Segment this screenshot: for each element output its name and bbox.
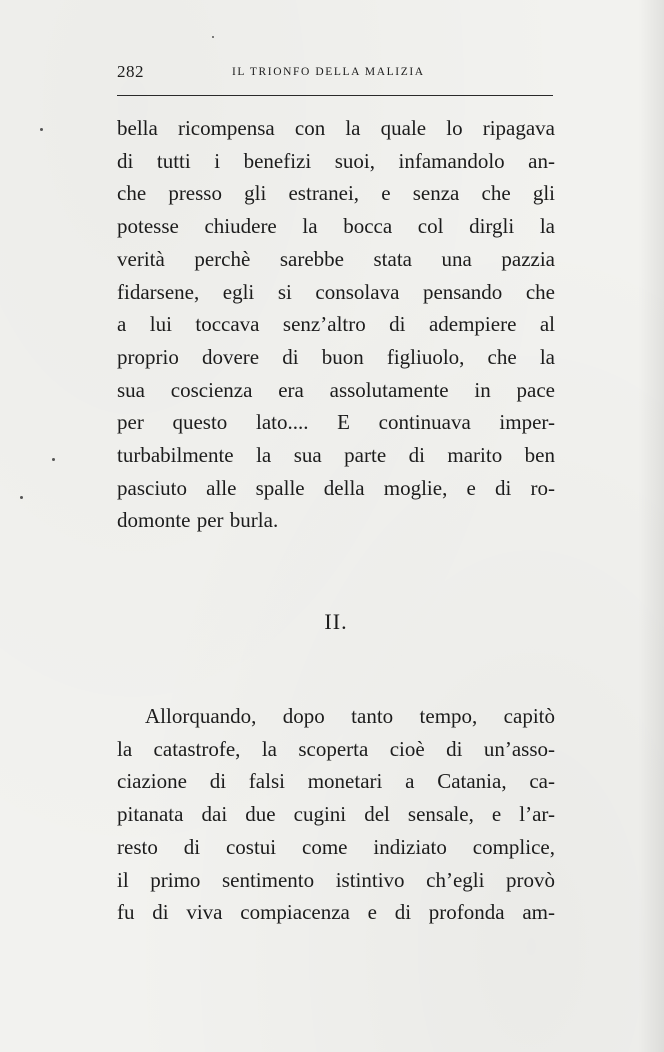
text-line: il primo sentimento istintivo ch’egli provò: [117, 867, 555, 892]
paper-speck: [40, 128, 43, 131]
paragraph-1: [117, 112, 555, 537]
text-line: a lui toccava senz’altro di adempiere al: [117, 312, 555, 337]
paper-speck: [212, 36, 214, 38]
paper-speck: [20, 496, 23, 499]
text-line: domonte per burla.: [117, 508, 279, 533]
text-line: bella ricompensa con la quale lo ripagava: [117, 116, 555, 140]
text-line: sua coscienza era assolutamente in pace: [117, 377, 555, 402]
text-line: resto di costui come indiziato complice,: [117, 834, 555, 859]
page-edge-shadow: [638, 0, 664, 1052]
text-line: fidarsene, egli si consolava pensando che: [117, 279, 555, 304]
text-line: la catastrofe, la scoperta cioè di un’asso-: [117, 736, 555, 761]
running-title: IL TRIONFO DELLA MALIZIA: [232, 66, 425, 78]
text-line: per questo lato.... E continuava imper-: [117, 410, 555, 435]
section-heading: II.: [324, 609, 348, 634]
text-line: proprio dovere di buon figliuolo, che la: [117, 344, 555, 369]
text-line: che presso gli estranei, e senza che gli: [117, 181, 555, 206]
paper-speck: [52, 458, 55, 461]
text-line: potesse chiudere la bocca col dirgli la: [117, 214, 555, 239]
text-line: pasciuto alle spalle della moglie, e di ro-: [117, 475, 555, 500]
text-line: fu di viva compiacenza e di profonda am-: [117, 900, 555, 925]
page-number: 282: [117, 62, 144, 81]
text-line: turbabilmente la sua parte di marito ben: [117, 443, 555, 468]
text-line: Allorquando, dopo tanto tempo, capitò: [145, 704, 555, 728]
text-line: ciazione di falsi monetari a Catania, ca-: [117, 769, 555, 794]
paragraph-2: [117, 700, 555, 929]
text-line: di tutti i benefizi suoi, infamandolo an-: [117, 148, 555, 173]
text-line: pitanata dai due cugini del sensale, e l’ar-: [117, 802, 555, 827]
running-head: [117, 62, 553, 86]
header-rule: [117, 95, 553, 96]
text-line: verità perchè sarebbe stata una pazzia: [117, 246, 555, 271]
